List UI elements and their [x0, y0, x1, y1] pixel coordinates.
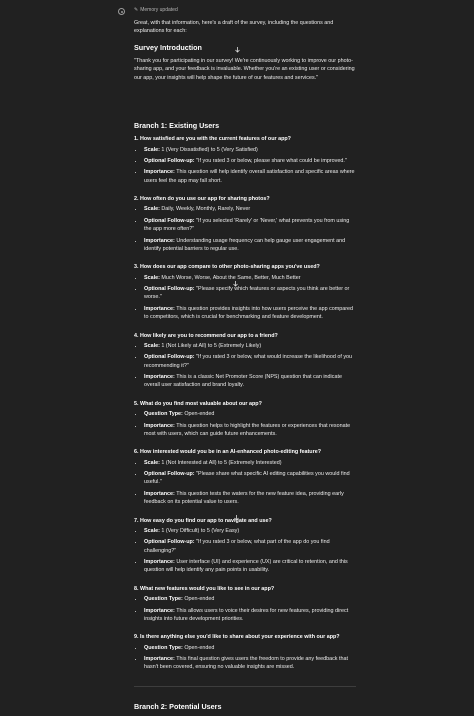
list-item	[144, 237, 356, 254]
list-item	[144, 470, 356, 487]
list-item	[144, 217, 356, 234]
memory-updated-indicator[interactable]	[134, 7, 356, 15]
item-label: Importance:	[144, 305, 175, 312]
list-item	[144, 644, 356, 652]
item-text: Understanding usage frequency can help gauge user engagement and identify potential barriers to regular use.	[144, 237, 346, 252]
question-title: 7. How easy do you find our app to navigate and use?	[134, 517, 272, 524]
item-label: Question Type:	[144, 596, 183, 603]
item-label: Importance:	[144, 422, 175, 429]
item-text: This is a classic Net Promoter Score (NPS) question that can indicate overall user satisfaction and brand loyalty.	[144, 374, 342, 389]
question-details-list	[134, 274, 356, 322]
question-title: 8. What new features would you like to see in our app?	[134, 585, 275, 592]
item-text: Open-ended	[182, 644, 215, 651]
list-item	[144, 655, 356, 672]
item-label: Optional Follow-up:	[144, 286, 195, 293]
survey-intro-heading: Survey Introduction	[134, 42, 202, 52]
item-label: Optional Follow-up:	[144, 354, 195, 361]
item-text: "Please share what specific AI editing capabilities you would find useful."	[144, 471, 350, 486]
list-item	[144, 168, 356, 185]
item-label: Importance:	[144, 374, 175, 381]
item-label: Optional Follow-up:	[144, 157, 195, 164]
item-text: This question tests the waters for the new feature idea, providing early feedback on its potential value to users.	[144, 490, 344, 506]
question-details-list	[134, 527, 356, 575]
item-label: Scale:	[144, 342, 160, 349]
item-text: This question will help identify overall satisfaction and specific areas where users feel the app may fall short.	[144, 169, 355, 184]
list-item	[144, 490, 356, 507]
list-item	[144, 422, 356, 439]
item-text: 1 (Not Likely at All) to 5 (Extremely Likely)	[159, 342, 262, 349]
item-label: Scale:	[144, 527, 160, 534]
item-label: Scale:	[144, 206, 160, 213]
item-text: "If you rated 3 or below, please share what could be improved."	[194, 157, 347, 164]
question-details-list	[134, 410, 356, 438]
question-details-list	[134, 342, 356, 390]
item-text: Much Worse, Worse, About the Same, Better, Much Better	[159, 274, 301, 281]
item-label: Importance:	[144, 559, 175, 566]
list-item	[144, 157, 356, 165]
item-text: User interface (UI) and experience (UX) are critical to retention, and this question will help identify any pain points in usability.	[144, 559, 348, 574]
list-item	[144, 205, 356, 213]
intro-paragraph: Great, with that information, here's a draft of the survey, including the questions and explanations for each:	[134, 20, 334, 35]
item-text: Open-ended	[182, 596, 215, 603]
item-label: Scale:	[144, 459, 160, 466]
assistant-avatar-icon	[118, 8, 125, 15]
survey-intro-text: "Thank you for participating in our survey! We're continuously working to improve our photo-sharing app, and your feedback is invaluable. Whether you're an existing user or considering our app, your insights will help shape the future of our features and services."	[134, 57, 355, 81]
question-title: 2. How often do you use our app for sharing photos?	[134, 196, 270, 203]
list-item	[144, 146, 356, 154]
item-text: This question helps to highlight the features or experiences that resonate most with users, which can guide future enhancements.	[144, 422, 351, 437]
item-label: Optional Follow-up:	[144, 217, 195, 224]
item-label: Question Type:	[144, 411, 183, 418]
item-text: "If you rated 3 or below, what would increase the likelihood of you recommending it?"	[144, 354, 353, 369]
branch1-heading: Branch 1: Existing Users	[134, 121, 220, 131]
list-item	[144, 538, 356, 555]
assistant-message	[134, 7, 356, 716]
list-item	[144, 373, 356, 390]
question-details-list	[134, 205, 356, 253]
question-title: 4. How likely are you to recommend our app to a friend?	[134, 332, 278, 339]
memory-updated-label: Memory updated	[140, 7, 178, 14]
list-item	[144, 274, 356, 282]
question-details-list	[134, 644, 356, 672]
question-details-list	[134, 146, 356, 186]
pencil-icon: ✎	[134, 7, 139, 14]
item-label: Scale:	[144, 146, 160, 153]
item-label: Importance:	[144, 607, 175, 614]
list-item	[144, 607, 356, 624]
list-item	[144, 527, 356, 535]
item-label: Question Type:	[144, 644, 183, 651]
question-title: 1. How satisfied are you with the current features of our app?	[134, 136, 291, 143]
question-title: 5. What do you find most valuable about our app?	[134, 400, 262, 407]
item-label: Optional Follow-up:	[144, 539, 195, 546]
question-details-list	[134, 595, 356, 623]
item-label: Importance:	[144, 490, 175, 497]
list-item	[144, 459, 356, 467]
item-label: Optional Follow-up:	[144, 471, 195, 478]
item-label: Importance:	[144, 237, 175, 244]
question-title: 6. How interested would you be in an AI-enhanced photo-editing feature?	[134, 449, 321, 456]
item-text: 1 (Not Interested at All) to 5 (Extremely Interested)	[159, 459, 282, 466]
list-item	[144, 353, 356, 370]
list-item	[144, 558, 356, 575]
item-text: Open-ended	[182, 411, 215, 418]
item-text: 1 (Very Dissatisfied) to 5 (Very Satisfied)	[159, 146, 258, 153]
item-text: "Please specify which features or aspects you think are better or worse."	[144, 286, 350, 301]
item-text: "If you rated 3 or below, what part of the app do you find challenging?"	[144, 539, 330, 554]
list-item	[144, 595, 356, 603]
question-details-list	[134, 459, 356, 507]
list-item	[144, 342, 356, 350]
item-text: 1 (Very Difficult) to 5 (Very Easy)	[159, 527, 240, 534]
item-text: This allows users to voice their desires for new features, providing direct insights into future development priorities.	[144, 607, 349, 622]
question-title: 9. Is there anything else you'd like to share about your experience with our app?	[134, 634, 340, 641]
item-text: Daily, Weekly, Monthly, Rarely, Never	[159, 206, 251, 213]
list-item	[144, 410, 356, 418]
item-text: This question provides insights into how users perceive the app compared to competitors, which is crucial for benchmarking and feature development.	[144, 305, 354, 321]
list-item	[144, 305, 356, 322]
list-item	[144, 285, 356, 302]
item-label: Importance:	[144, 169, 175, 176]
item-text: "If you selected 'Rarely' or 'Never,' what prevents you from using the app more often?"	[144, 217, 350, 233]
item-text: This final question gives users the freedom to provide any feedback that hasn't been covered, ensuring no valuable insights are missed.	[144, 656, 348, 671]
section-divider	[134, 686, 356, 687]
question-title: 3. How does our app compare to other photo-sharing apps you've used?	[134, 264, 320, 271]
branch2-heading: Branch 2: Potential Users	[134, 701, 222, 711]
question-list	[134, 135, 356, 672]
item-label: Importance:	[144, 656, 175, 663]
item-label: Scale:	[144, 274, 160, 281]
